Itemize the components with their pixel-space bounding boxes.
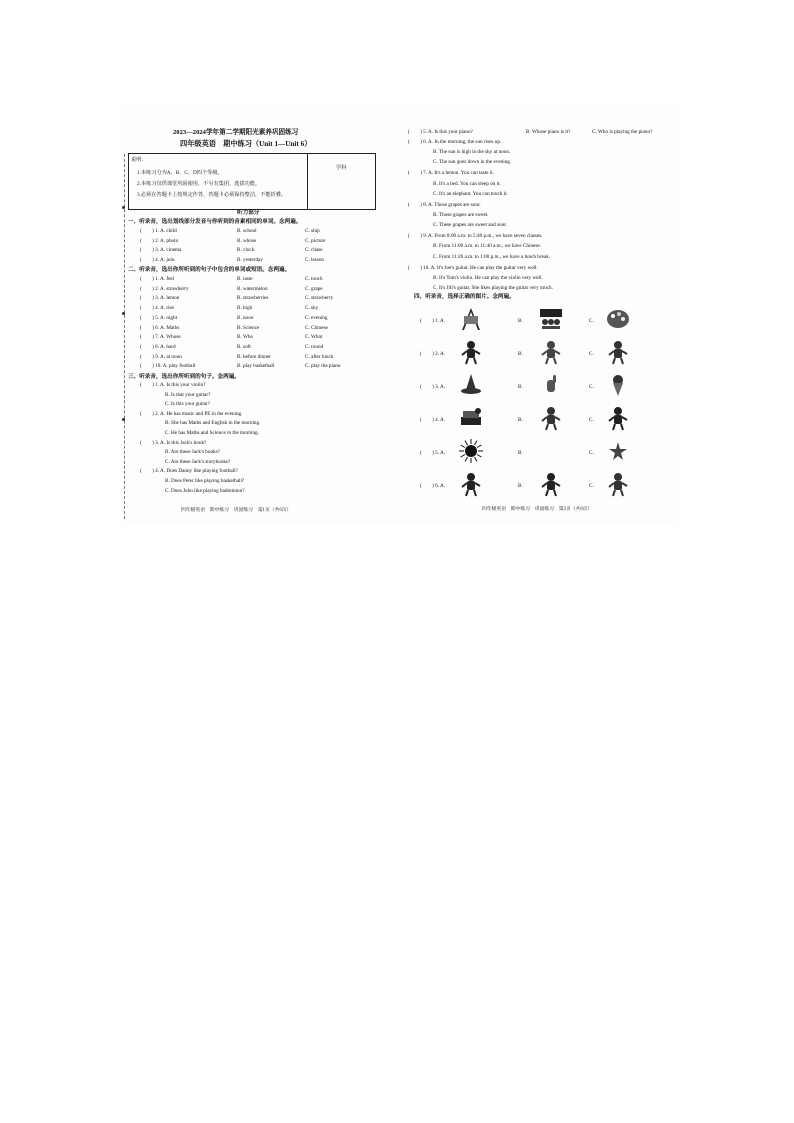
option-c: C. picture: [305, 237, 326, 244]
option-b: B. watermelon: [237, 285, 268, 292]
option-a: ( ) 10. A. It's Joe's guitar. He can play the guitar very well.: [408, 264, 538, 271]
page-footer: 四年级英语 期中练习 巩固练习 第1页（共6页）: [181, 508, 292, 513]
dancer-icon: [605, 471, 631, 497]
option-b: B. Does Peter like playing basketball?: [165, 478, 245, 484]
listening-header: 听力部分: [237, 210, 260, 216]
option-c: C. He has Maths and Science in the morning.: [165, 430, 259, 436]
ice-cream-icon: [605, 372, 631, 398]
hat-icon: [458, 372, 484, 398]
option-c: C.: [589, 318, 594, 324]
option-b: B. Are these Jack's books?: [165, 449, 220, 456]
option-c: C. grape: [305, 285, 323, 292]
option-c: C. sky: [305, 305, 319, 312]
option-a: ( ) 1. A. feel: [140, 276, 175, 282]
option-b: B. school: [237, 228, 257, 234]
option-b: B.: [518, 384, 523, 390]
reader-icon: [538, 339, 564, 365]
option-c: C. evening: [305, 314, 328, 321]
guitar-boy-icon: [538, 405, 564, 431]
option-c: C. after lunch: [305, 353, 334, 360]
option-c: C. strawberry: [305, 295, 334, 302]
option-a: ( ) 1. A.: [420, 318, 446, 324]
option-b: B. Science: [237, 324, 260, 331]
option-a: ( ) 3. A. lemon: [140, 295, 180, 302]
option-c: C. play the piano: [305, 363, 341, 370]
option-b: B. strawberries: [237, 295, 269, 302]
option-b: B. Those grapes are sweet.: [433, 212, 489, 218]
note-line: 2.本练习仅供课堂巩固使用，不另有集团，选拔功能。: [137, 181, 261, 187]
option-a: ( ) 2. A. strawberry: [140, 285, 189, 292]
option-c: C. What: [305, 334, 323, 341]
option-c: C. It's Jill's guitar. She likes playing the guitar very much.: [433, 285, 553, 291]
moon-icon: [538, 438, 564, 464]
classroom-icon: [538, 306, 564, 332]
option-c: C. Does John like playing badminton?: [165, 487, 245, 494]
piano-player-icon: [458, 339, 484, 365]
option-a: ( ) 7. A. It's a lemon. You can taste it.: [408, 170, 494, 177]
notes-label: 说明：: [131, 157, 147, 163]
option-a: ( ) 4. A. rise: [140, 305, 174, 312]
option-a: ( ) 6. A. Maths: [140, 324, 180, 331]
violin-girl-icon: [605, 405, 631, 431]
option-b: B. play basketball: [237, 363, 275, 370]
option-a: ( ) 5. A.: [420, 450, 446, 456]
option-b: B.: [518, 318, 523, 324]
option-a: ( ) 4. A. Does Danny like playing football?: [140, 468, 238, 475]
violinist-icon: [605, 339, 631, 365]
option-a: ( ) 3. A.: [420, 384, 446, 390]
option-c: C. touch: [305, 276, 323, 282]
option-b: B. taste: [237, 276, 253, 282]
option-c: C.: [589, 417, 594, 423]
option-b: B.: [518, 417, 523, 423]
option-a: ( ) 1. A. child: [140, 228, 177, 234]
option-b: B. soft: [237, 343, 251, 350]
option-b: B. noon: [237, 314, 254, 321]
star-icon: [605, 438, 631, 464]
option-b: B. clock: [237, 247, 255, 254]
option-b: B. It's a bed. You can sleep on it.: [433, 180, 501, 187]
option-b: B. Who: [237, 334, 254, 341]
option-c: C. ship: [305, 228, 320, 234]
option-c: C. From 11:20 a.m. to 1:00 p.m., we have a lunch break.: [433, 253, 551, 260]
option-a: ( ) 10. A. play football: [140, 363, 196, 370]
option-c: C.: [589, 384, 594, 390]
sun-icon: [458, 438, 484, 464]
option-b: B. Whose piano is it?: [526, 129, 571, 135]
box-divider: [307, 153, 308, 210]
option-c: C. Chinese: [305, 324, 328, 331]
option-a: ( ) 4. A. join: [140, 256, 175, 263]
option-a: ( ) 2. A. photo: [140, 237, 179, 244]
option-b: B.: [518, 351, 523, 357]
option-a: ( ) 5. A. Is this your piano?: [408, 129, 473, 135]
option-b: B. She has Maths and English in the morning.: [165, 420, 261, 427]
option-b: B. Is that your guitar?: [165, 391, 211, 398]
easel-icon: [458, 306, 484, 332]
option-c: C.: [589, 351, 594, 357]
option-b: B. high: [237, 305, 253, 312]
left-page: [122, 104, 384, 524]
option-c: C. Are these Jack's storybooks?: [165, 458, 231, 465]
exam-subtitle: 四年级英语 期中练习（Unit 1—Unit 6）: [180, 140, 312, 148]
option-b: B. The sun is high in the sky at noon.: [433, 149, 511, 156]
option-b: B. It's Tom's violin. He can play the violin very well.: [433, 274, 543, 281]
exam-title: 2023—2024学年第二学期阳光素养巩固练习: [173, 129, 299, 136]
hand-icon: [538, 372, 564, 398]
option-a: ( ) 3. A. Is this Jack's book?: [140, 439, 207, 446]
option-c: C. round: [305, 343, 324, 350]
piano-icon: [458, 405, 484, 431]
option-b: B.: [518, 450, 523, 456]
option-b: B.: [518, 483, 523, 489]
subject-label: 学科: [336, 165, 347, 171]
option-a: ( ) 2. A.: [420, 351, 446, 357]
option-a: ( ) 9. A. From 8:00 a.m. to 5:40 p.m., we have seven classes.: [408, 233, 543, 240]
option-c: C.: [589, 483, 594, 489]
page-footer: 四年级英语 期中练习 巩固练习 第2页（共6页）: [482, 507, 593, 512]
option-a: ( ) 8. A. hard: [140, 343, 176, 350]
option-a: ( ) 7. A. Whose: [140, 334, 181, 341]
football-kick-icon: [538, 471, 564, 497]
note-line: 3.必须在答题卡上按规定作答，答题卡必须保持整洁，不能折叠。: [137, 192, 287, 198]
section1-title: 一、听录音，选出划线部分发音与你听到的音素相同的单词。念两遍。: [128, 219, 302, 225]
option-b: B. before dinner: [237, 353, 271, 360]
scanned-sheet: [122, 104, 678, 524]
football-boy-icon: [458, 471, 484, 497]
section4-title: 四、听录音，选择正确的图片。念两遍。: [414, 294, 515, 300]
option-a: ( ) 6. A.: [420, 483, 446, 489]
option-c: C. Is this your guitar?: [165, 401, 211, 408]
note-line: 1.本练习分为A、B、C、D四个等级。: [137, 170, 223, 176]
option-a: ( ) 1. A. Is this your violin?: [140, 382, 206, 388]
option-a: ( ) 2. A. He has music and PE in the evening.: [140, 410, 243, 417]
option-c: C. lesson: [305, 256, 325, 263]
section2-title: 二、听录音，选出你所听到的句子中包含的单词或短语。念两遍。: [128, 267, 291, 273]
option-a: ( ) 8. A. Those grapes are sour.: [408, 201, 481, 208]
option-a: ( ) 9. A. at noon: [140, 353, 182, 360]
option-b: B. From 11:00 a.m. to 11:40 a.m., we have Chinese.: [433, 243, 541, 250]
option-b: B. whose: [237, 237, 257, 244]
right-page: [404, 104, 678, 524]
option-c: C. These grapes are sweet and sour.: [433, 222, 507, 229]
palette-icon: [605, 306, 631, 332]
option-a: ( ) 5. A. night: [140, 314, 178, 321]
option-a: ( ) 3. A. cinema: [140, 247, 182, 254]
option-a: ( ) 4. A.: [420, 417, 446, 423]
option-a: ( ) 6. A. In the morning, the sun rises up.: [408, 139, 502, 145]
option-c: C.: [589, 450, 594, 456]
option-c: C. It's an elephant. You can touch it.: [433, 190, 508, 197]
option-c: C. Who is playing the piano?: [592, 129, 653, 135]
option-c: C. chase: [305, 247, 323, 254]
option-b: B. yesterday: [237, 256, 263, 263]
option-c: C. The sun goes down in the evening.: [433, 159, 512, 166]
section3-title: 三、听录音，选出你所听到的句子。念两遍。: [128, 374, 240, 380]
